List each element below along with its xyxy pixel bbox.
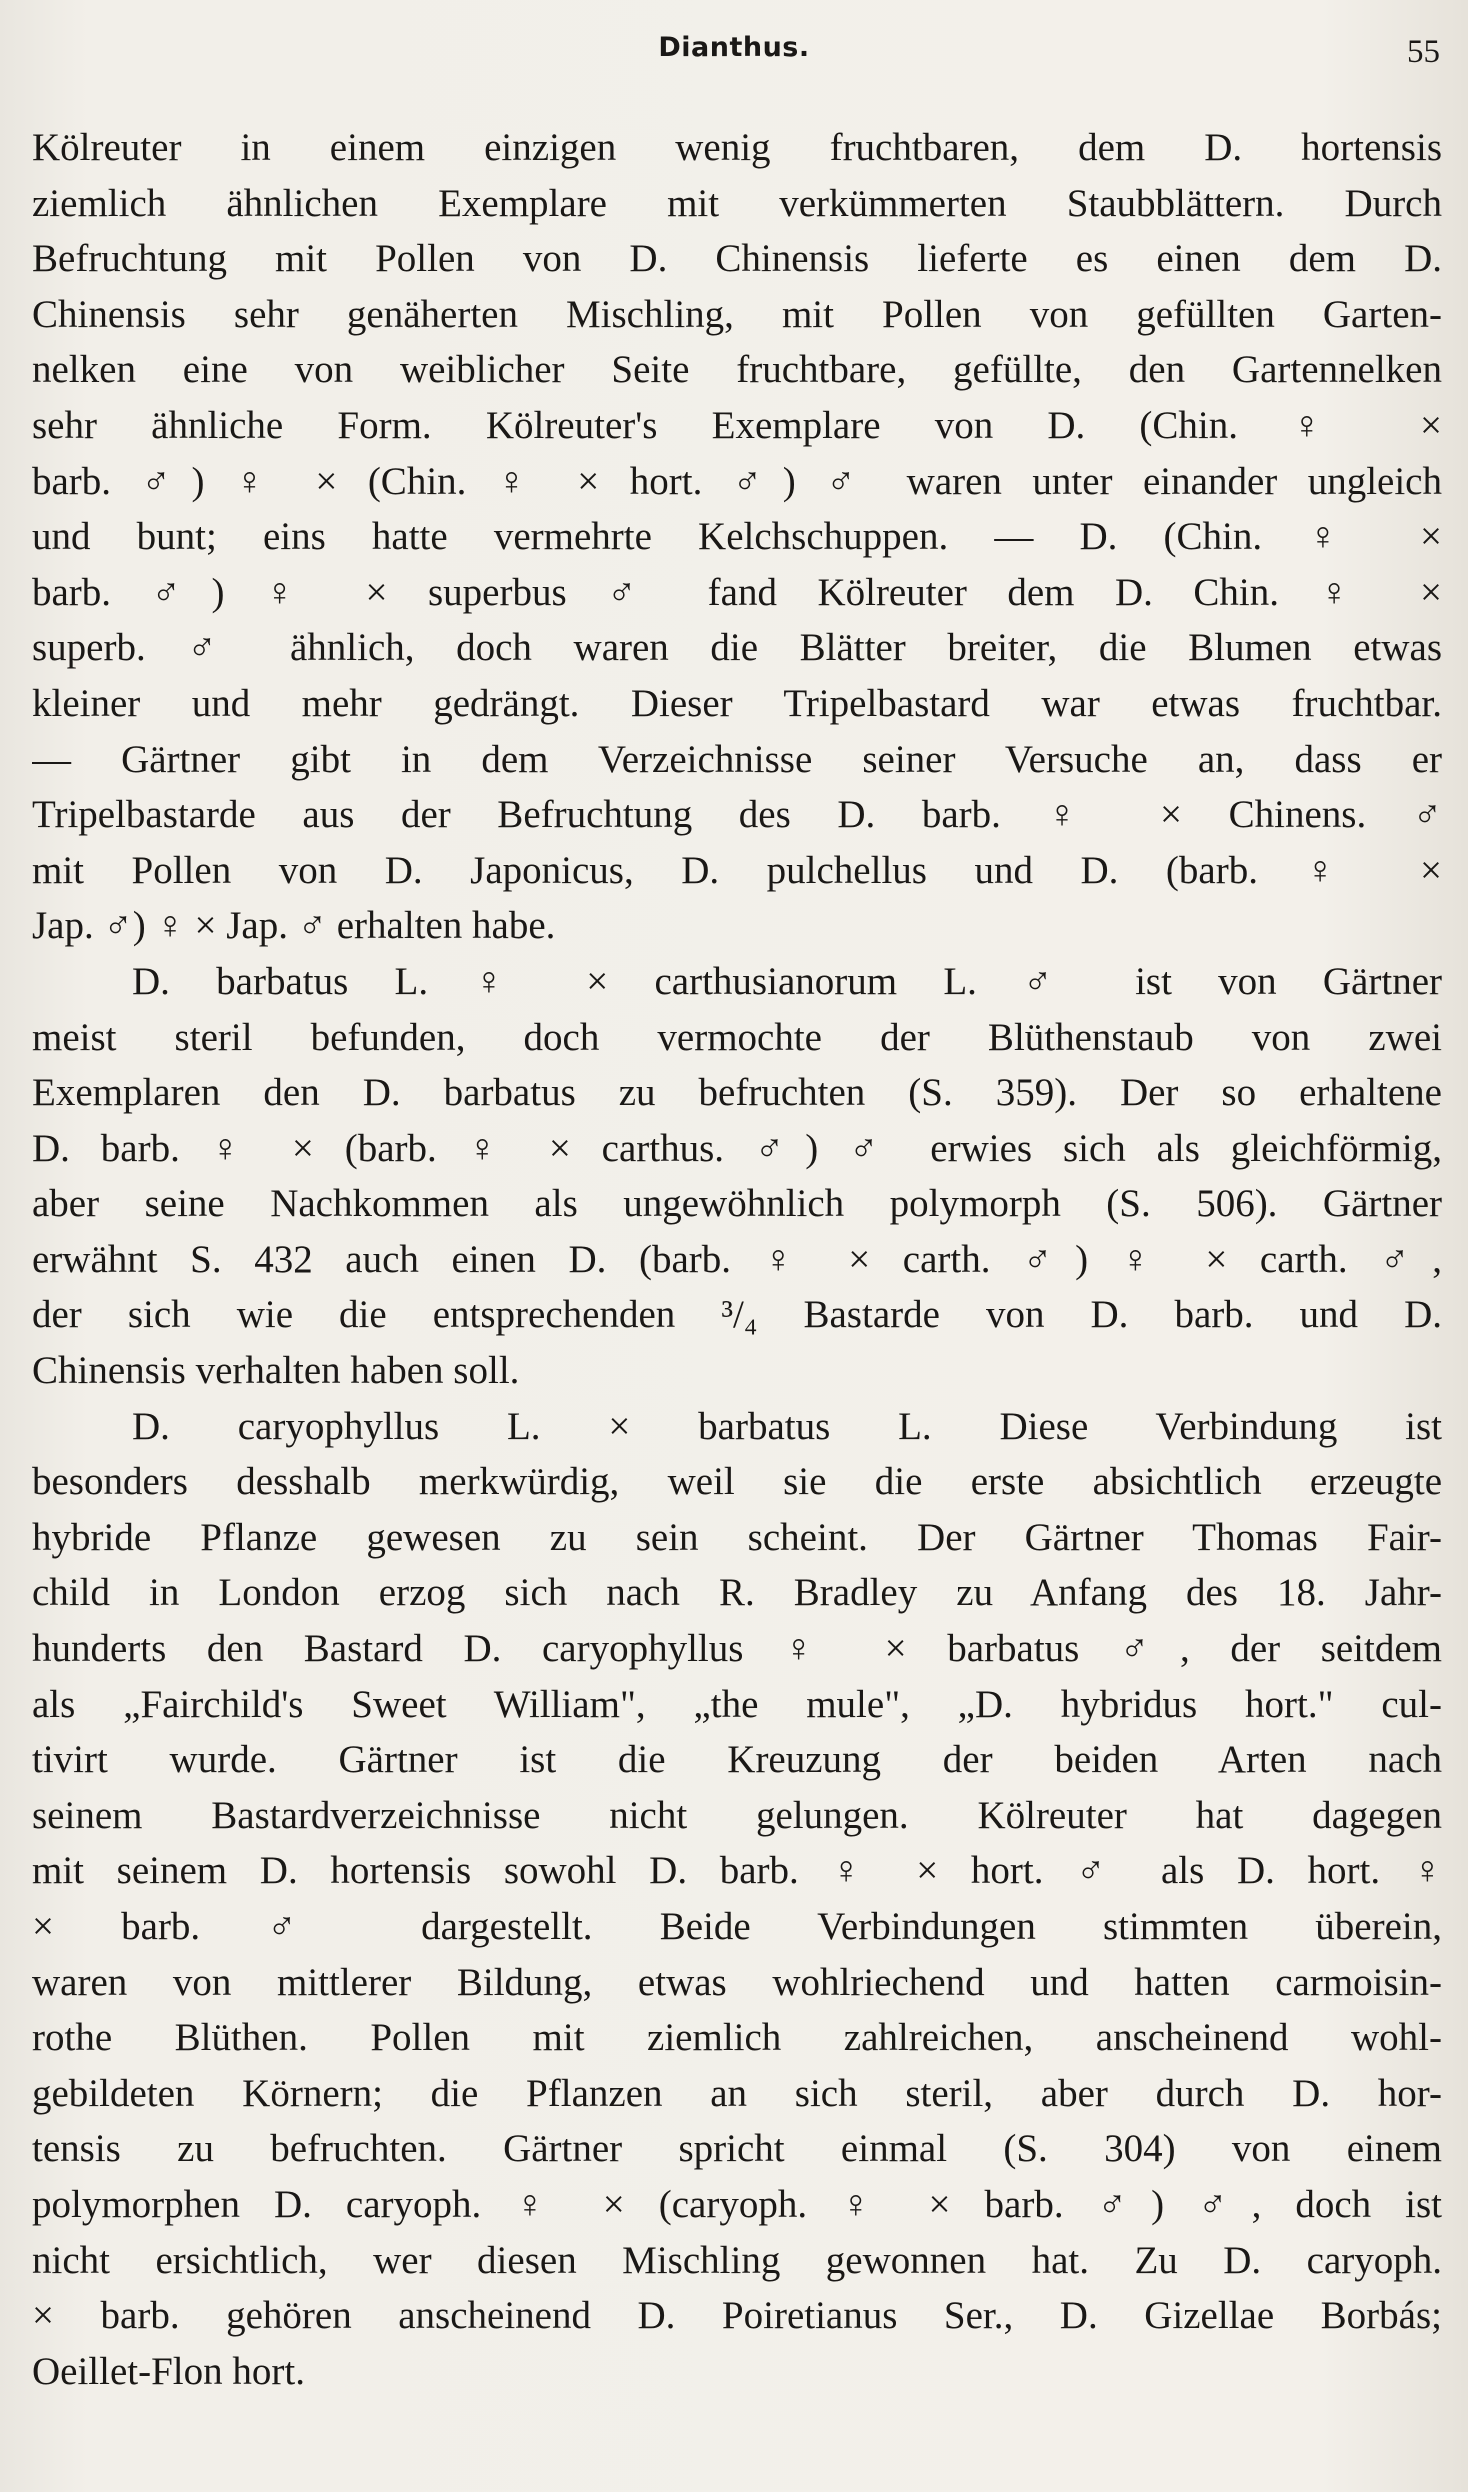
text-line: aber seine Nachkommen als ungewöhnlich polymorph (S. 506). Gärtner xyxy=(32,1182,1442,1226)
text-line: der sich wie die entsprechenden ³/₄ Bastarde von D. barb. und D. xyxy=(32,1293,1442,1337)
text-line: mit seinem D. hortensis sowohl D. barb. ♀ × hort. ♂ als D. hort. ♀ xyxy=(32,1849,1442,1893)
text-line: × barb. gehören anscheinend D. Poiretianus Ser., D. Gizellae Borbás; xyxy=(32,2294,1442,2338)
text-line: child in London erzog sich nach R. Bradley zu Anfang des 18. Jahr- xyxy=(32,1571,1442,1615)
text-line: Chinensis verhalten haben soll. xyxy=(32,1349,520,1393)
text-line: ziemlich ähnlichen Exemplare mit verkümmerten Staubblättern. Durch xyxy=(32,181,1442,225)
text-line: Kölreuter in einem einzigen wenig fruchtbaren, dem D. hortensis xyxy=(32,126,1442,169)
text-line: D. barb. ♀ × (barb. ♀ × carthus. ♂) ♂ erwies sich als gleichförmig, xyxy=(32,1126,1442,1170)
text-line: rothe Blüthen. Pollen mit ziemlich zahlreichen, anscheinend wohl- xyxy=(32,2016,1442,2060)
page-header xyxy=(0,28,1468,76)
text-line: Tripelbastarde aus der Befruchtung des D. barb. ♀ × Chinens. ♂ xyxy=(32,793,1442,837)
text-line: sehr ähnliche Form. Kölreuter's Exemplare von D. (Chin. ♀ × xyxy=(32,403,1442,447)
text-line: und bunt; eins hatte vermehrte Kelchschuppen. — D. (Chin. ♀ × xyxy=(32,515,1442,559)
running-head: Dianthus. xyxy=(658,32,810,63)
text-line: meist steril befunden, doch vermochte der Blüthenstaub von zwei xyxy=(32,1015,1442,1059)
text-line: tivirt wurde. Gärtner ist die Kreuzung der beiden Arten nach xyxy=(32,1738,1442,1782)
text-line: Oeillet-Flon hort. xyxy=(32,2349,305,2393)
text-line: hunderts den Bastard D. caryophyllus ♀ × barbatus ♂, der seitdem xyxy=(32,1627,1442,1671)
body-text xyxy=(32,120,1442,2399)
text-line: — Gärtner gibt in dem Verzeichnisse seiner Versuche an, dass er xyxy=(32,737,1442,781)
text-line: tensis zu befruchten. Gärtner spricht einmal (S. 304) von einem xyxy=(32,2127,1442,2171)
paragraph-first-line: D. caryophyllus L. × barbatus L. Diese Verbindung ist xyxy=(132,1404,1442,1448)
paragraph-first-line: D. barbatus L. ♀ × carthusianorum L. ♂ ist von Gärtner xyxy=(132,959,1442,1003)
text-line: erwähnt S. 432 auch einen D. (barb. ♀ × carth. ♂) ♀ × carth. ♂, xyxy=(32,1237,1442,1281)
text-line: nicht ersichtlich, wer diesen Mischling gewonnen hat. Zu D. caryoph. xyxy=(32,2238,1442,2282)
text-line: gebildeten Körnern; die Pflanzen an sich steril, aber durch D. hor- xyxy=(32,2071,1442,2115)
text-line: kleiner und mehr gedrängt. Dieser Tripelbastard war etwas fruchtbar. xyxy=(32,681,1442,725)
text-line: seinem Bastardverzeichnisse nicht gelungen. Kölreuter hat dagegen xyxy=(32,1793,1442,1837)
text-line: Befruchtung mit Pollen von D. Chinensis lieferte es einen dem D. xyxy=(32,237,1442,281)
text-line: superb. ♂ ähnlich, doch waren die Blätter breiter, die Blumen etwas xyxy=(32,626,1442,670)
text-line: nelken eine von weiblicher Seite fruchtbare, gefüllte, den Gartennelken xyxy=(32,348,1442,392)
text-line: Chinensis sehr genäherten Mischling, mit Pollen von gefüllten Garten- xyxy=(32,292,1442,336)
text-line: waren von mittlerer Bildung, etwas wohlriechend und hatten carmoisin- xyxy=(32,1960,1442,2004)
text-line: hybride Pflanze gewesen zu sein scheint. Der Gärtner Thomas Fair- xyxy=(32,1515,1442,1559)
text-line: × barb. ♂ dargestellt. Beide Verbindungen stimmten überein, xyxy=(32,1905,1442,1948)
text-line: Exemplaren den D. barbatus zu befruchten (S. 359). Der so erhaltene xyxy=(32,1071,1442,1115)
page-number: 55 xyxy=(1407,34,1440,70)
text-line: barb. ♂) ♀ × superbus ♂ fand Kölreuter dem D. Chin. ♀ × xyxy=(32,570,1442,614)
text-line: mit Pollen von D. Japonicus, D. pulchellus und D. (barb. ♀ × xyxy=(32,848,1442,892)
text-line: barb. ♂) ♀ × (Chin. ♀ × hort. ♂) ♂ waren unter einander ungleich xyxy=(32,459,1442,503)
text-line: Jap. ♂) ♀ × Jap. ♂ erhalten habe. xyxy=(32,904,556,948)
text-line: polymorphen D. caryoph. ♀ × (caryoph. ♀ × barb. ♂) ♂, doch ist xyxy=(32,2182,1442,2226)
text-line: als „Fairchild's Sweet William", „the mule", „D. hybridus hort." cul- xyxy=(32,1682,1442,1726)
text-line: besonders desshalb merkwürdig, weil sie die erste absichtlich erzeugte xyxy=(32,1460,1442,1504)
